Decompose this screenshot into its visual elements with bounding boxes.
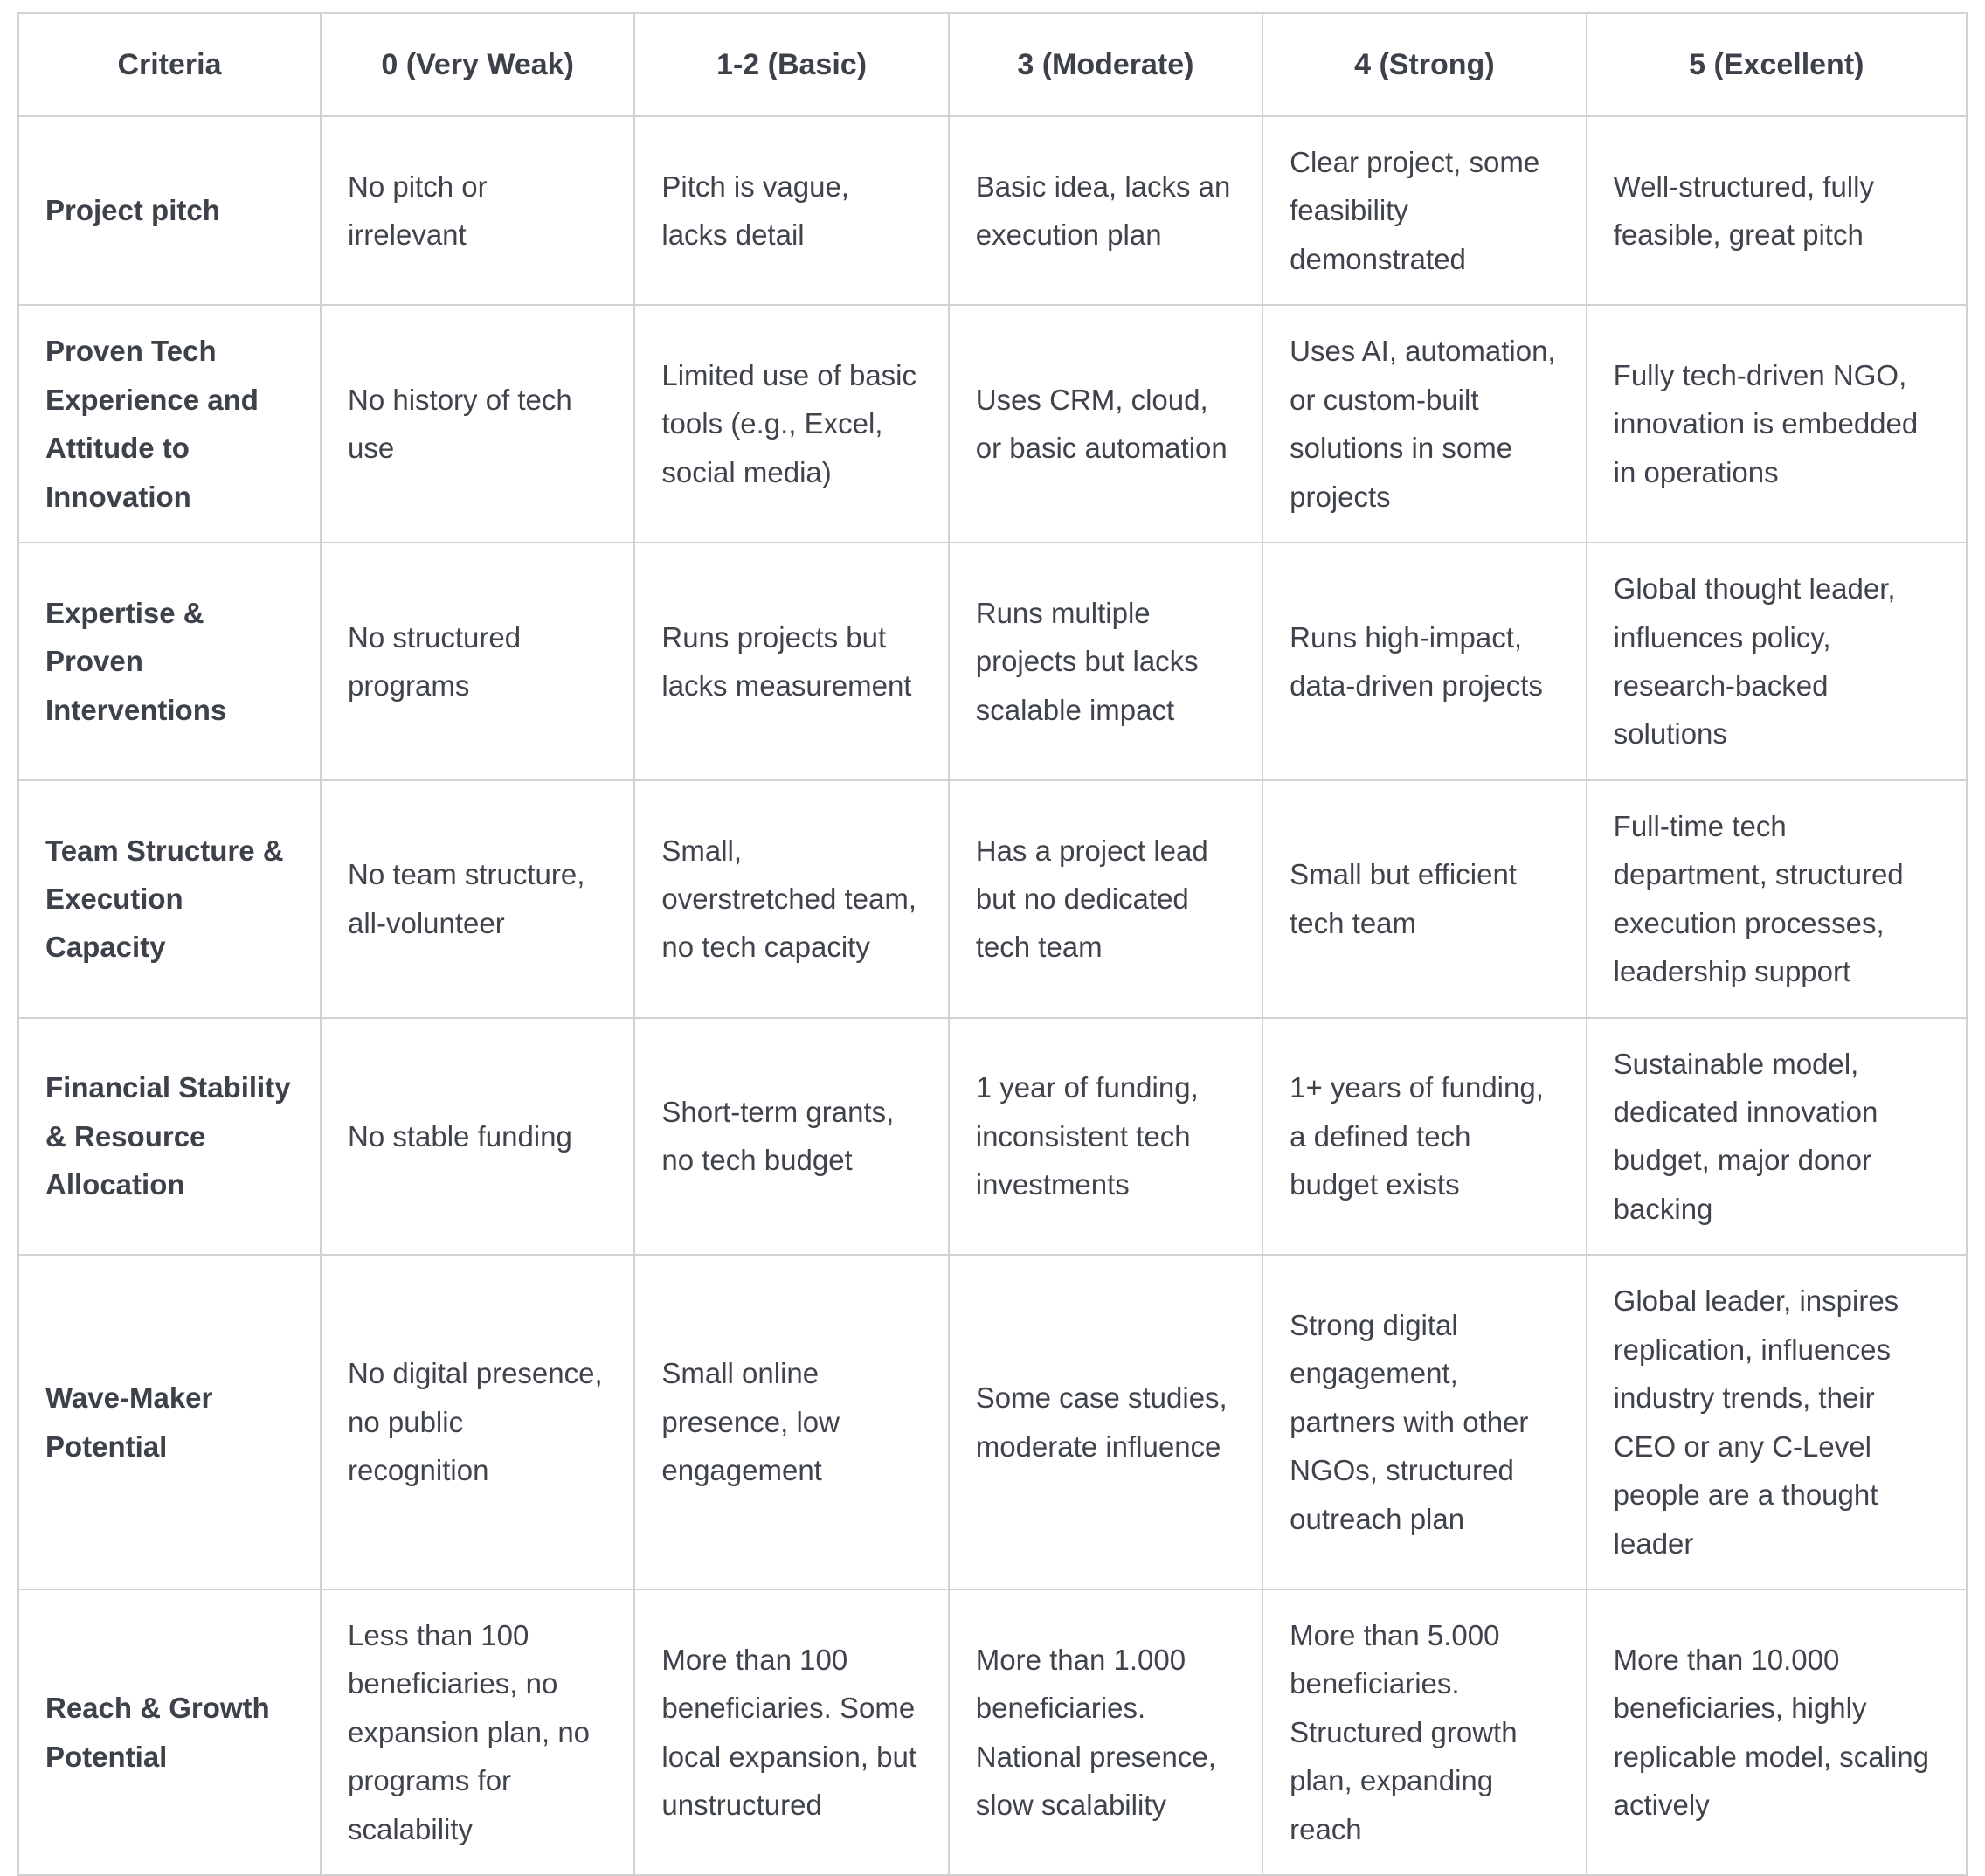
score-cell: Uses CRM, cloud, or basic automation — [949, 305, 1262, 543]
score-cell: Uses AI, automation, or custom-built solutions in some projects — [1262, 305, 1587, 543]
score-cell: Sustainable model, dedicated innovation budget, major donor backing — [1587, 1018, 1967, 1256]
score-cell: No digital presence, no public recognition — [321, 1255, 634, 1589]
rubric-table — [17, 12, 1968, 1876]
score-cell: Global leader, inspires replication, influences industry trends, their CEO or any C-Level people are a thought leader — [1587, 1255, 1967, 1589]
table-body — [18, 116, 1967, 1875]
table-row-reach-growth-potential — [18, 1589, 1967, 1875]
score-cell: No structured programs — [321, 543, 634, 780]
header-cell-score-4: 4 (Strong) — [1262, 13, 1587, 116]
score-cell: Global thought leader, influences policy, research-backed solutions — [1587, 543, 1967, 780]
criteria-cell: Reach & Growth Potential — [18, 1589, 321, 1875]
score-cell: Well-structured, fully feasible, great pitch — [1587, 116, 1967, 305]
score-cell: More than 100 beneficiaries. Some local expansion, but unstructured — [634, 1589, 948, 1875]
score-cell: Has a project lead but no dedicated tech team — [949, 780, 1262, 1018]
header-cell-score-0: 0 (Very Weak) — [321, 13, 634, 116]
score-cell: More than 10.000 beneficiaries, highly replicable model, scaling actively — [1587, 1589, 1967, 1875]
score-cell: Small online presence, low engagement — [634, 1255, 948, 1589]
score-cell: No team structure, all-volunteer — [321, 780, 634, 1018]
score-cell: Full-time tech department, structured execution processes, leadership support — [1587, 780, 1967, 1018]
table-row-expertise-interventions — [18, 543, 1967, 780]
header-cell-score-1-2: 1-2 (Basic) — [634, 13, 948, 116]
score-cell: More than 1.000 beneficiaries. National presence, slow scalability — [949, 1589, 1262, 1875]
criteria-cell: Financial Stability & Resource Allocation — [18, 1018, 321, 1256]
table-row-project-pitch — [18, 116, 1967, 305]
table-row-wave-maker-potential — [18, 1255, 1967, 1589]
table-header — [18, 13, 1967, 116]
criteria-cell: Wave-Maker Potential — [18, 1255, 321, 1589]
score-cell: Runs projects but lacks measurement — [634, 543, 948, 780]
score-cell: Runs multiple projects but lacks scalable impact — [949, 543, 1262, 780]
criteria-cell: Project pitch — [18, 116, 321, 305]
score-cell: Small but efficient tech team — [1262, 780, 1587, 1018]
table-row-proven-tech-experience — [18, 305, 1967, 543]
score-cell: 1 year of funding, inconsistent tech investments — [949, 1018, 1262, 1256]
header-cell-score-3: 3 (Moderate) — [949, 13, 1262, 116]
criteria-cell: Proven Tech Experience and Attitude to Innovation — [18, 305, 321, 543]
header-cell-score-5: 5 (Excellent) — [1587, 13, 1967, 116]
criteria-cell: Team Structure & Execution Capacity — [18, 780, 321, 1018]
score-cell: More than 5.000 beneficiaries. Structured growth plan, expanding reach — [1262, 1589, 1587, 1875]
score-cell: 1+ years of funding, a defined tech budget exists — [1262, 1018, 1587, 1256]
score-cell: Pitch is vague, lacks detail — [634, 116, 948, 305]
score-cell: No stable funding — [321, 1018, 634, 1256]
score-cell: Some case studies, moderate influence — [949, 1255, 1262, 1589]
score-cell: No history of tech use — [321, 305, 634, 543]
score-cell: Small, overstretched team, no tech capacity — [634, 780, 948, 1018]
score-cell: Fully tech-driven NGO, innovation is embedded in operations — [1587, 305, 1967, 543]
score-cell: Strong digital engagement, partners with other NGOs, structured outreach plan — [1262, 1255, 1587, 1589]
score-cell: Clear project, some feasibility demonstrated — [1262, 116, 1587, 305]
table-row-team-structure — [18, 780, 1967, 1018]
criteria-cell: Expertise & Proven Interventions — [18, 543, 321, 780]
score-cell: Short-term grants, no tech budget — [634, 1018, 948, 1256]
score-cell: Limited use of basic tools (e.g., Excel, social media) — [634, 305, 948, 543]
table-row-financial-stability — [18, 1018, 1967, 1256]
score-cell: Basic idea, lacks an execution plan — [949, 116, 1262, 305]
score-cell: Less than 100 beneficiaries, no expansion plan, no programs for scalability — [321, 1589, 634, 1875]
header-cell-criteria: Criteria — [18, 13, 321, 116]
header-row — [18, 13, 1967, 116]
score-cell: No pitch or irrelevant — [321, 116, 634, 305]
score-cell: Runs high-impact, data-driven projects — [1262, 543, 1587, 780]
